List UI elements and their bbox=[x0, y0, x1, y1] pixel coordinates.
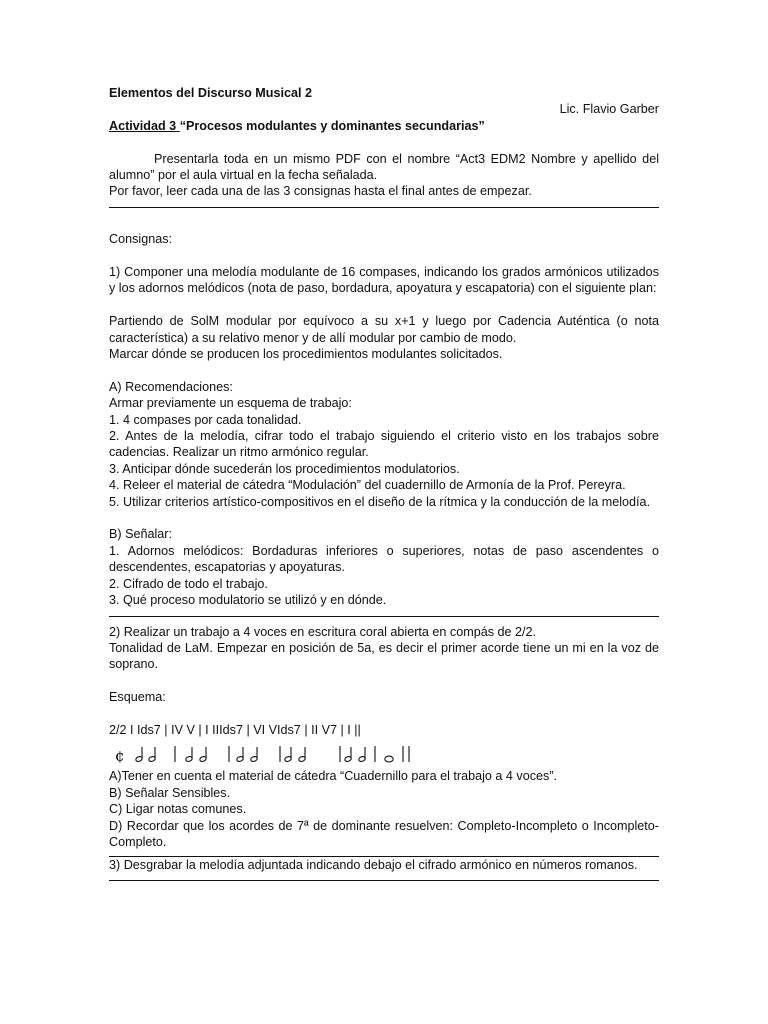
task3-statement: 3) Desgrabar la melodía adjuntada indicando debajo el cifrado armónico en números romanos. bbox=[109, 858, 638, 873]
list-item: 1. Adornos melódicos: Bordaduras inferiores o superiores, notas de paso ascendentes o descendentes, escapatorias y apoyaturas. bbox=[109, 543, 659, 575]
half-note bbox=[236, 747, 244, 762]
half-note bbox=[298, 747, 306, 762]
list-item: 2. Cifrado de todo el trabajo. bbox=[109, 576, 268, 591]
task2-tonality: Tonalidad de LaM. Empezar en posición de 5a, es decir el primer acorde tiene un mi en la voz de soprano. bbox=[109, 640, 659, 672]
half-note bbox=[199, 747, 207, 762]
rhythm-notation bbox=[109, 744, 429, 764]
half-note bbox=[358, 747, 366, 762]
whole-note bbox=[385, 756, 393, 762]
task1-statement: 1) Componer una melodía modulante de 16 compases, indicando los grados armónicos utilizados y los adornos melódicos (nota de paso, bordadura, apoyatura y escapatoria) con el siguiente plan: bbox=[109, 265, 659, 296]
list-item: 4. Releer el material de cátedra “Modulación” del cuadernillo de Armonía de la Prof. Pereyra. bbox=[109, 478, 626, 493]
half-note bbox=[185, 747, 193, 762]
half-note bbox=[284, 747, 292, 762]
activity-title: “Procesos modulantes y dominantes secundarias” bbox=[179, 118, 485, 133]
list-item: 1. 4 compases por cada tonalidad. bbox=[109, 412, 302, 427]
activity-label: Actividad 3 bbox=[109, 118, 180, 133]
task2-point: B) Señalar Sensibles. bbox=[109, 785, 231, 800]
esquema-chords: 2/2 I Ids7 | IV V | I IIIds7 | VI VIds7 | II V7 | I || bbox=[109, 722, 361, 737]
list-item: 3. Qué proceso modulatorio se utilizó y en dónde. bbox=[109, 593, 387, 608]
senalar-heading: B) Señalar: bbox=[109, 527, 172, 542]
half-note bbox=[344, 747, 352, 762]
recomendaciones-intro: Armar previamente un esquema de trabajo: bbox=[109, 396, 352, 411]
task1-mark: Marcar dónde se producen los procedimientos modulantes solicitados. bbox=[109, 347, 503, 362]
task2-statement: 2) Realizar un trabajo a 4 voces en escritura coral abierta en compás de 2/2. bbox=[109, 624, 537, 639]
half-note bbox=[250, 747, 258, 762]
task2-point: A)Tener en cuenta el material de cátedra “Cuadernillo para el trabajo a 4 voces”. bbox=[109, 769, 558, 784]
recomendaciones-heading: A) Recomendaciones: bbox=[109, 379, 233, 394]
course-title: Elementos del Discurso Musical 2 bbox=[109, 86, 312, 100]
section-divider bbox=[109, 880, 659, 881]
task1-plan: Partiendo de SolM modular por equívoco a su x+1 y luego por Cadencia Auténtica (o nota característica) a su relativo menor y de allí modular por cambio de modo. bbox=[109, 314, 659, 345]
task2-point: D) Recordar que los acordes de 7ª de dominante resuelven: Completo-Incompleto o Incompleto-Completo. bbox=[109, 818, 659, 849]
cut-time-symbol: ¢ bbox=[115, 747, 125, 765]
list-item: 3. Anticipar dónde sucederán los procedimientos modulatorios. bbox=[109, 461, 460, 476]
list-item: 5. Utilizar criterios artístico-compositivos en el diseño de la rítmica y la conducción de la melodía. bbox=[109, 494, 651, 509]
section-divider bbox=[109, 207, 659, 208]
list-item: 2. Antes de la melodía, cifrar todo el trabajo siguiendo el criterio visto en los trabajos sobre cadencias. Realizar un ritmo armónico regular. bbox=[109, 429, 659, 460]
author-name: Lic. Flavio Garber bbox=[559, 102, 659, 117]
consignas-heading: Consignas: bbox=[109, 232, 173, 247]
intro-instructions: Presentarla toda en un mismo PDF con el nombre “Act3 EDM2 Nombre y apellido del alumno” por el aula virtual en la fecha señalada. bbox=[109, 151, 659, 183]
activity-heading bbox=[109, 118, 659, 134]
section-divider bbox=[109, 616, 659, 617]
esquema-heading: Esquema: bbox=[109, 690, 166, 705]
intro-reminder: Por favor, leer cada una de las 3 consignas hasta el final antes de empezar. bbox=[109, 184, 532, 199]
task2-point: C) Ligar notas comunes. bbox=[109, 802, 247, 817]
half-note bbox=[148, 747, 156, 762]
half-note bbox=[135, 747, 143, 762]
document-content bbox=[109, 85, 659, 881]
